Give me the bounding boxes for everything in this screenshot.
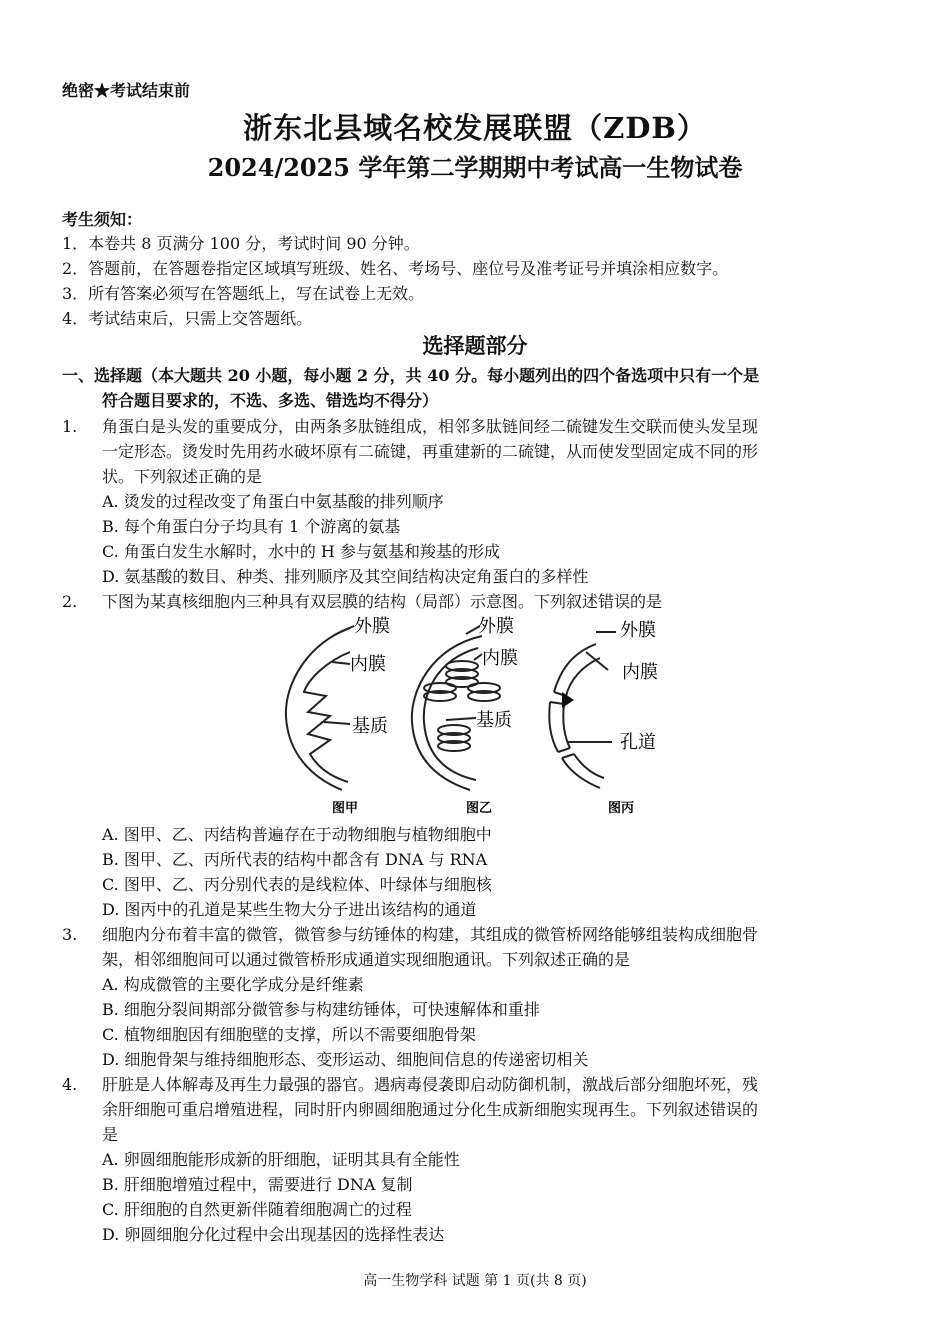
- mitochondrion-figure: [286, 626, 354, 790]
- question-number: 2.: [62, 592, 78, 611]
- label-inner-bing: 内膜: [622, 662, 658, 683]
- organelle-diagram: [270, 612, 690, 822]
- question-stem: 一定形态。烫发时先用药水破坏原有二硫键，再重建新的二硫键，从而使发型固定成不同的形: [102, 442, 759, 461]
- notice-item: 3．所有答案必须写在答题纸上，写在试卷上无效。: [62, 284, 425, 303]
- notice-item: 4．考试结束后，只需上交答题纸。: [62, 309, 313, 328]
- option-b: B. 细胞分裂间期部分微管参与构建纺锤体，可快速解体和重排: [102, 1000, 540, 1019]
- leader-line: [586, 652, 608, 670]
- option-d: D. 图丙中的孔道是某些生物大分子进出该结构的通道: [102, 900, 477, 919]
- granum-stack: [424, 661, 500, 751]
- leader-line: [340, 626, 354, 632]
- option-b: B. 肝细胞增殖过程中，需要进行 DNA 复制: [102, 1175, 413, 1194]
- option-a: A. 构成微管的主要化学成分是纤维素: [102, 975, 364, 994]
- notice-item: 1．本卷共 8 页满分 100 分，考试时间 90 分钟。: [62, 234, 420, 253]
- option-a: A. 图甲、乙、丙结构普遍存在于动物细胞与植物细胞中: [102, 825, 492, 844]
- leader-line: [324, 722, 350, 724]
- label-inner-yi: 内膜: [482, 648, 518, 669]
- caption-yi: 图乙: [466, 801, 493, 816]
- option-c: C. 角蛋白发生水解时，水中的 H 参与氨基和羧基的形成: [102, 542, 500, 561]
- notice-item: 2．答题前，在答题卷指定区域填写班级、姓名、考场号、座位号及准考证号并填涂相应数字。: [62, 259, 729, 278]
- label-matrix-jia: 基质: [352, 716, 388, 737]
- leader-line: [332, 662, 350, 664]
- option-c: C. 肝细胞的自然更新伴随着细胞凋亡的过程: [102, 1200, 412, 1219]
- question-stem: 状。下列叙述正确的是: [102, 467, 263, 486]
- leader-line: [446, 718, 476, 720]
- label-pore-bing: 孔道: [620, 732, 656, 753]
- notice-heading: 考生须知：: [62, 210, 143, 229]
- pore-edge: [550, 702, 564, 704]
- exam-subtitle: 2024/2025 学年第二学期期中考试高一生物试卷: [207, 153, 743, 182]
- label-inner-jia: 内膜: [350, 654, 386, 675]
- exam-title: 浙东北县域名校发展联盟（ZDB）: [243, 111, 707, 145]
- label-matrix-yi: 基质: [476, 710, 512, 731]
- label-outer-bing: 外膜: [620, 620, 656, 641]
- pore-edge: [562, 754, 574, 758]
- inner-membrane-yi: [424, 648, 478, 780]
- option-d: D. 细胞骨架与维持细胞形态、变形运动、细胞间信息的传递密切相关: [102, 1050, 589, 1069]
- option-b: B. 图甲、乙、丙所代表的结构中都含有 DNA 与 RNA: [102, 850, 488, 869]
- confidential-label: 绝密★考试结束前: [62, 81, 191, 100]
- question-stem: 架，相邻细胞间可以通过微管桥形成通道实现细胞通讯。下列叙述正确的是: [102, 950, 631, 969]
- section-instruction: 一、选择题（本大题共 20 小题，每小题 2 分，共 40 分。每小题列出的四个备选项中只有一个是: [62, 366, 760, 385]
- nuclear-pore-marker: [562, 692, 574, 708]
- option-c: C. 植物细胞因有细胞壁的支撑，所以不需要细胞骨架: [102, 1025, 476, 1044]
- question-stem: 是: [102, 1125, 119, 1144]
- question-number: 1.: [62, 417, 78, 436]
- inner-membrane-bing: [574, 754, 604, 778]
- option-d: D. 氨基酸的数目、种类、排列顺序及其空间结构决定角蛋白的多样性: [102, 567, 589, 586]
- question-stem: 下图为某真核细胞内三种具有双层膜的结构（局部）示意图。下列叙述错误的是: [102, 592, 663, 611]
- pore-edge: [558, 748, 570, 752]
- caption-bing: 图丙: [608, 801, 635, 816]
- section-title: 选择题部分: [422, 333, 528, 358]
- option-c: C. 图甲、乙、丙分别代表的是线粒体、叶绿体与细胞核: [102, 875, 492, 894]
- question-stem: 细胞内分布着丰富的微管，微管参与纺锤体的构建，其组成的微管桥网络能够组装构成细胞骨: [102, 925, 759, 944]
- outer-membrane-bing: [549, 702, 558, 752]
- question-number: 3.: [62, 925, 78, 944]
- leader-line: [474, 654, 482, 660]
- outer-membrane-bing: [554, 644, 596, 692]
- option-a: A. 烫发的过程改变了角蛋白中氨基酸的排列顺序: [102, 492, 444, 511]
- question-stem: 余肝细胞可重启增殖进程，同时肝内卵圆细胞通过分化生成新细胞实现再生。下列叙述错误的: [102, 1100, 759, 1119]
- label-outer-yi: 外膜: [478, 616, 514, 637]
- option-b: B. 每个角蛋白分子均具有 1 个游离的氨基: [102, 517, 401, 536]
- question-stem: 角蛋白是头发的重要成分，由两条多肽链组成，相邻多肽链间经二硫键发生交联而使头发呈现: [102, 417, 759, 436]
- nucleus-figure: [549, 632, 616, 788]
- page-footer: 高一生物学科 试题 第 1 页(共 8 页): [363, 1273, 587, 1289]
- option-a: A. 卵圆细胞能形成新的肝细胞，证明其具有全能性: [102, 1150, 460, 1169]
- question-number: 4.: [62, 1075, 78, 1094]
- section-instruction: 符合题目要求的，不选、多选、错选均不得分）: [102, 391, 439, 410]
- option-d: D. 卵圆细胞分化过程中会出现基因的选择性表达: [102, 1225, 445, 1244]
- caption-jia: 图甲: [332, 801, 359, 816]
- label-outer-jia: 外膜: [354, 616, 390, 637]
- inner-membrane-bing: [566, 658, 600, 696]
- inner-membrane-jia: [304, 652, 350, 782]
- question-stem: 肝脏是人体解毒及再生力最强的器官。遇病毒侵袭即启动防御机制，激战后部分细胞坏死，残: [102, 1075, 759, 1094]
